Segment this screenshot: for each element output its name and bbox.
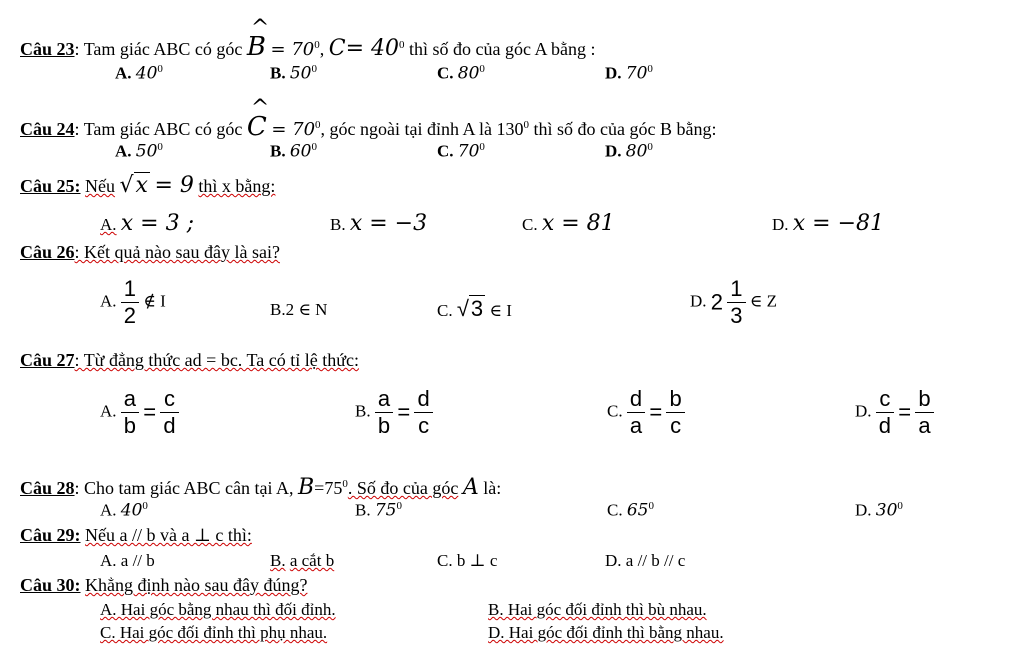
option-key: D. xyxy=(855,401,872,421)
option-value: 65 xyxy=(626,500,649,521)
fraction-numerator: c xyxy=(876,386,894,413)
question-26-text: : Kết quả nào sau đây là sai? xyxy=(74,242,280,262)
option-key: A. xyxy=(115,63,132,83)
q24-option-c[interactable] xyxy=(437,141,485,162)
question-30 xyxy=(20,575,307,596)
angle-c-symbol: ^ C xyxy=(247,112,267,142)
relation: ∈ I xyxy=(489,301,512,320)
option-value: 2 ∈ N xyxy=(285,300,328,319)
fraction-left xyxy=(121,386,139,439)
option-key: B. xyxy=(330,215,346,234)
option-value: x = 81 xyxy=(541,211,615,236)
fraction-numerator: d xyxy=(627,386,645,413)
option-key: C. xyxy=(437,551,453,570)
question-23-text-post: thì số đo của góc A bằng : xyxy=(409,39,596,59)
q24-option-d[interactable] xyxy=(605,141,653,162)
q23-option-a[interactable] xyxy=(115,63,163,84)
fraction-denominator: a xyxy=(629,413,643,438)
option-key: A. xyxy=(100,551,117,570)
q29-option-a[interactable] xyxy=(100,551,155,571)
fraction-denominator: d xyxy=(163,413,176,438)
mixed-whole: 2 xyxy=(710,289,724,315)
q29-option-d[interactable] xyxy=(605,551,685,571)
question-27 xyxy=(20,350,359,371)
angle-c-value: = 40 xyxy=(345,36,399,61)
question-23 xyxy=(20,32,595,62)
option-value: 50 xyxy=(289,63,312,84)
q23-option-d[interactable] xyxy=(605,63,653,84)
degree-sup: 0 xyxy=(157,141,163,153)
sqrt-radicand: 3 xyxy=(470,296,484,321)
degree-sup: 0 xyxy=(142,500,148,512)
question-27-label: Câu 27 xyxy=(20,350,75,370)
option-key: C. xyxy=(437,301,453,320)
question-28-label: Câu 28 xyxy=(20,478,75,498)
angle-b-value: =75 xyxy=(314,478,343,498)
q26-option-b[interactable] xyxy=(270,300,327,320)
degree-sup: 0 xyxy=(314,39,320,51)
q23-option-c[interactable] xyxy=(437,63,485,84)
question-24 xyxy=(20,112,717,142)
option-value: a cắt b xyxy=(289,551,335,570)
option-value: 80 xyxy=(625,141,648,162)
option-key: B. xyxy=(270,551,286,570)
q25-option-a[interactable] xyxy=(100,211,194,236)
option-value: 40 xyxy=(120,500,143,521)
fraction-numerator: a xyxy=(375,386,393,413)
question-28 xyxy=(20,475,501,500)
degree-sup: 0 xyxy=(479,141,485,153)
sqrt-expression: √3 xyxy=(456,296,484,321)
q23-option-b[interactable] xyxy=(270,63,317,84)
q27-option-c[interactable]: C. $\frac{d}{a}$ = $\frac{b}{c}$ xyxy=(607,386,685,439)
angle-c-symbol: C xyxy=(328,36,346,61)
option-key: D. xyxy=(605,63,622,83)
question-25 xyxy=(20,172,275,198)
degree-sup: 0 xyxy=(523,119,530,131)
option-key: B. xyxy=(355,401,371,421)
q26-option-c[interactable] xyxy=(437,296,512,322)
fraction-left xyxy=(627,386,645,439)
separator: , xyxy=(319,39,325,59)
option-key: D. xyxy=(605,551,622,570)
question-24-text-mid: , góc ngoài tại đỉnh A là 130 xyxy=(320,119,524,139)
fraction-numerator: 1 xyxy=(727,276,745,303)
option-key: D. xyxy=(855,500,872,520)
fraction-numerator: d xyxy=(414,386,432,413)
option-key: C. xyxy=(522,215,538,234)
fraction-numerator: a xyxy=(121,386,139,413)
fraction-denominator: c xyxy=(418,413,430,438)
q24-option-b[interactable] xyxy=(270,141,317,162)
q30-option-d[interactable]: D. Hai góc đối đỉnh thì bằng nhau. xyxy=(488,623,724,642)
q28-option-a[interactable] xyxy=(100,500,148,521)
option-key: C. xyxy=(437,141,454,161)
fraction-left xyxy=(375,386,393,439)
option-key: D. xyxy=(772,215,789,234)
sqrt-equals: = 9 xyxy=(154,173,194,198)
degree-sup: 0 xyxy=(897,500,903,512)
question-25-text-post: thì x bằng: xyxy=(198,176,276,196)
question-28-text-pre: : Cho tam giác ABC cân tại A, xyxy=(74,478,294,498)
fraction-denominator: 2 xyxy=(123,303,137,328)
q25-option-c[interactable] xyxy=(522,211,615,236)
degree-sup: 0 xyxy=(342,478,348,490)
relation: ∈ Z xyxy=(749,291,777,311)
option-key: B. xyxy=(270,141,286,161)
q27-option-a[interactable]: A. $\frac{a}{b}$ = $\frac{c}{d}$ xyxy=(100,386,179,439)
q24-option-a[interactable] xyxy=(115,141,163,162)
degree-sup: 0 xyxy=(647,141,653,153)
q30-option-b[interactable]: B. Hai góc đối đỉnh thì bù nhau. xyxy=(488,600,707,619)
option-key: A. xyxy=(100,500,117,520)
option-value: 50 xyxy=(135,141,158,162)
question-25-text-pre: Nếu xyxy=(85,176,116,196)
fraction-right xyxy=(160,386,178,439)
question-30-label: Câu 30: xyxy=(20,575,81,595)
option-value: a // b xyxy=(120,551,155,570)
degree-sup: 0 xyxy=(479,63,485,75)
fraction-denominator: b xyxy=(377,413,391,438)
q26-option-d[interactable] xyxy=(690,276,777,329)
option-key: A. xyxy=(100,215,117,234)
fraction-numerator: b xyxy=(915,386,933,413)
angle-b-value: = 70 xyxy=(270,39,315,60)
fraction-denominator: d xyxy=(878,413,892,438)
option-key: C. xyxy=(607,500,623,520)
question-28-text-post: là: xyxy=(483,478,502,498)
option-key: B. xyxy=(270,300,286,319)
q28-option-d[interactable] xyxy=(855,500,903,521)
degree-sup: 0 xyxy=(311,63,317,75)
fraction-right xyxy=(414,386,432,439)
degree-sup: 0 xyxy=(315,119,321,131)
fraction-denominator: c xyxy=(670,413,682,438)
fraction-numerator: c xyxy=(160,386,178,413)
question-29-text: Nếu a // b và a ⊥ c thì: xyxy=(85,525,252,545)
option-key: D. xyxy=(690,291,707,311)
option-key: A. xyxy=(100,291,117,311)
option-key: C. xyxy=(437,63,454,83)
fraction-denominator: a xyxy=(918,413,931,438)
option-value: 30 xyxy=(875,500,898,521)
fraction-right xyxy=(666,386,684,439)
question-27-text: : Từ đẳng thức ad = bc. Ta có tỉ lệ thức: xyxy=(74,350,359,370)
q26-option-a[interactable] xyxy=(100,276,166,329)
q28-option-c[interactable] xyxy=(607,500,654,521)
question-25-label: Câu 25: xyxy=(20,176,81,196)
option-key: A. xyxy=(115,141,132,161)
fraction-numerator: 1 xyxy=(121,276,139,303)
angle-c-value: = 70 xyxy=(271,119,316,140)
question-23-label: Câu 23 xyxy=(20,39,75,59)
q27-option-d[interactable]: D. $\frac{c}{d}$ = $\frac{b}{a}$ xyxy=(855,386,934,439)
degree-sup: 0 xyxy=(647,63,653,75)
option-key: C. xyxy=(607,401,623,421)
option-value: 40 xyxy=(135,63,158,84)
question-24-label: Câu 24 xyxy=(20,119,75,139)
option-key: D. xyxy=(605,141,622,161)
option-value: x = 3 ; xyxy=(120,211,195,236)
option-key: B. xyxy=(355,500,371,520)
fraction xyxy=(727,276,745,329)
question-23-text-pre: : Tam giác ABC có góc xyxy=(74,39,243,59)
relation: ∉ I xyxy=(143,291,166,311)
option-key: A. xyxy=(100,401,117,421)
option-value: x = −3 xyxy=(349,211,428,236)
fraction-right xyxy=(915,386,933,439)
option-value: b ⊥ c xyxy=(456,551,498,570)
degree-sup: 0 xyxy=(311,141,317,153)
option-value: 70 xyxy=(457,141,480,162)
angle-b-symbol: B xyxy=(298,475,315,500)
q25-option-b[interactable] xyxy=(330,211,427,236)
sqrt-radicand: x xyxy=(135,173,148,198)
angle-a-symbol: A xyxy=(462,475,479,500)
option-value: 75 xyxy=(374,500,397,521)
fraction-denominator: 3 xyxy=(730,303,743,328)
q29-option-b[interactable] xyxy=(270,551,334,571)
option-value: 70 xyxy=(625,63,648,84)
degree-sup: 0 xyxy=(157,63,163,75)
q27-option-b[interactable]: B. $\frac{a}{b}$ = $\frac{d}{c}$ xyxy=(355,386,433,439)
question-28-text-mid: . Số đo của góc xyxy=(347,478,459,498)
q28-option-b[interactable] xyxy=(355,500,402,521)
question-24-text-post: thì số đo của góc B bằng: xyxy=(533,119,717,139)
degree-sup: 0 xyxy=(396,500,402,512)
sqrt-expression: √x xyxy=(119,173,148,198)
degree-sup: 0 xyxy=(648,500,654,512)
degree-sup: 0 xyxy=(399,39,405,51)
fraction-denominator: b xyxy=(123,413,137,438)
question-26 xyxy=(20,242,280,263)
q25-option-d[interactable] xyxy=(772,211,884,236)
question-26-label: Câu 26 xyxy=(20,242,75,262)
fraction xyxy=(121,276,139,329)
q30-option-c[interactable]: C. Hai góc đối đỉnh thì phụ nhau. xyxy=(100,623,328,642)
question-30-text: Khẳng định nào sau đây đúng? xyxy=(85,575,308,595)
q30-option-a[interactable]: A. Hai góc bằng nhau thì đối đỉnh. xyxy=(100,600,336,619)
question-29-label: Câu 29: xyxy=(20,525,81,545)
option-value: 60 xyxy=(289,141,312,162)
option-key: B. xyxy=(270,63,286,83)
question-29 xyxy=(20,525,252,546)
fraction-numerator: b xyxy=(666,386,684,413)
option-value: 80 xyxy=(457,63,480,84)
option-value: x = −81 xyxy=(792,211,885,236)
q29-option-c[interactable] xyxy=(437,551,497,571)
question-24-text-pre: : Tam giác ABC có góc xyxy=(74,119,243,139)
angle-b-symbol: ^ B xyxy=(247,32,266,62)
option-value: a // b // c xyxy=(625,551,686,570)
fraction-left xyxy=(876,386,894,439)
